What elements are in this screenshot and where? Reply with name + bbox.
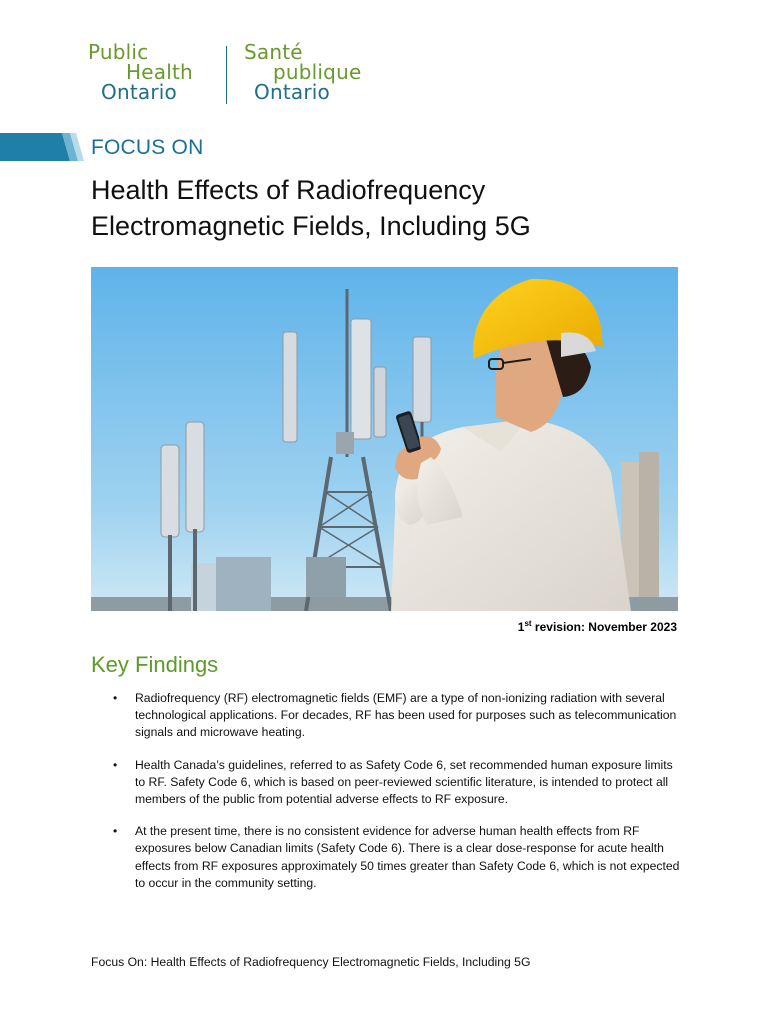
- logo-divider: [226, 46, 227, 104]
- logo-english-line-3: Ontario: [101, 80, 177, 104]
- bullet-icon: •: [113, 757, 118, 772]
- accent-band: [0, 133, 84, 161]
- finding-item: [91, 823, 681, 892]
- finding-text: Radiofrequency (RF) electromagnetic fields (EMF) are a type of non-ionizing radiation with several technological applications. For decades, RF has been used for purposes such as telecommunication signals and microwave heating.: [135, 691, 677, 740]
- logo-french-line-3: Ontario: [254, 80, 330, 104]
- finding-text: Health Canada’s guidelines, referred to as Safety Code 6, set recommended human exposure limits to RF. Safety Code 6, which is based on peer-reviewed scientific literature, is intended to protect all members of the public from potential adverse effects to RF exposure.: [135, 757, 673, 807]
- revision-ordinal: 1: [517, 620, 525, 634]
- title-line-2: Electromagnetic Fields, Including 5G: [91, 211, 531, 241]
- key-findings-heading: Key Findings: [91, 652, 219, 677]
- document-title: [91, 172, 691, 244]
- finding-item: [91, 757, 681, 809]
- key-findings-list: [91, 690, 681, 907]
- page-footer: Focus On: Health Effects of Radiofrequency Electromagnetic Fields, Including 5G: [91, 955, 531, 969]
- revision-ordinal-suffix: st: [524, 619, 532, 628]
- revision-text: revision: November 2023: [531, 620, 677, 634]
- logo-french-line-2: publique: [273, 60, 362, 84]
- revision-date: [518, 619, 677, 634]
- hero-image-technician-antennas: [91, 267, 678, 611]
- bullet-icon: •: [113, 691, 118, 705]
- finding-item: [91, 690, 681, 742]
- bullet-icon: •: [113, 824, 118, 839]
- title-line-1: Health Effects of Radiofrequency: [91, 175, 486, 205]
- logo-english-line-2: Health: [126, 60, 193, 84]
- finding-text: At the present time, there is no consistent evidence for adverse human health effects from RF exposures below Canadian limits (Safety Code 6). There is a clear dose-response for acute health effects from RF exposures approximately 50 times greater than Safety Code 6, which is not expected to occur in the community setting.: [135, 824, 680, 890]
- organization-logo: [88, 42, 388, 106]
- focus-on-label: FOCUS ON: [91, 136, 204, 159]
- logo-english-line-1: Public: [88, 40, 149, 64]
- logo-english: [88, 42, 193, 102]
- logo-french-line-1: Santé: [244, 40, 303, 64]
- logo-french: [244, 42, 361, 102]
